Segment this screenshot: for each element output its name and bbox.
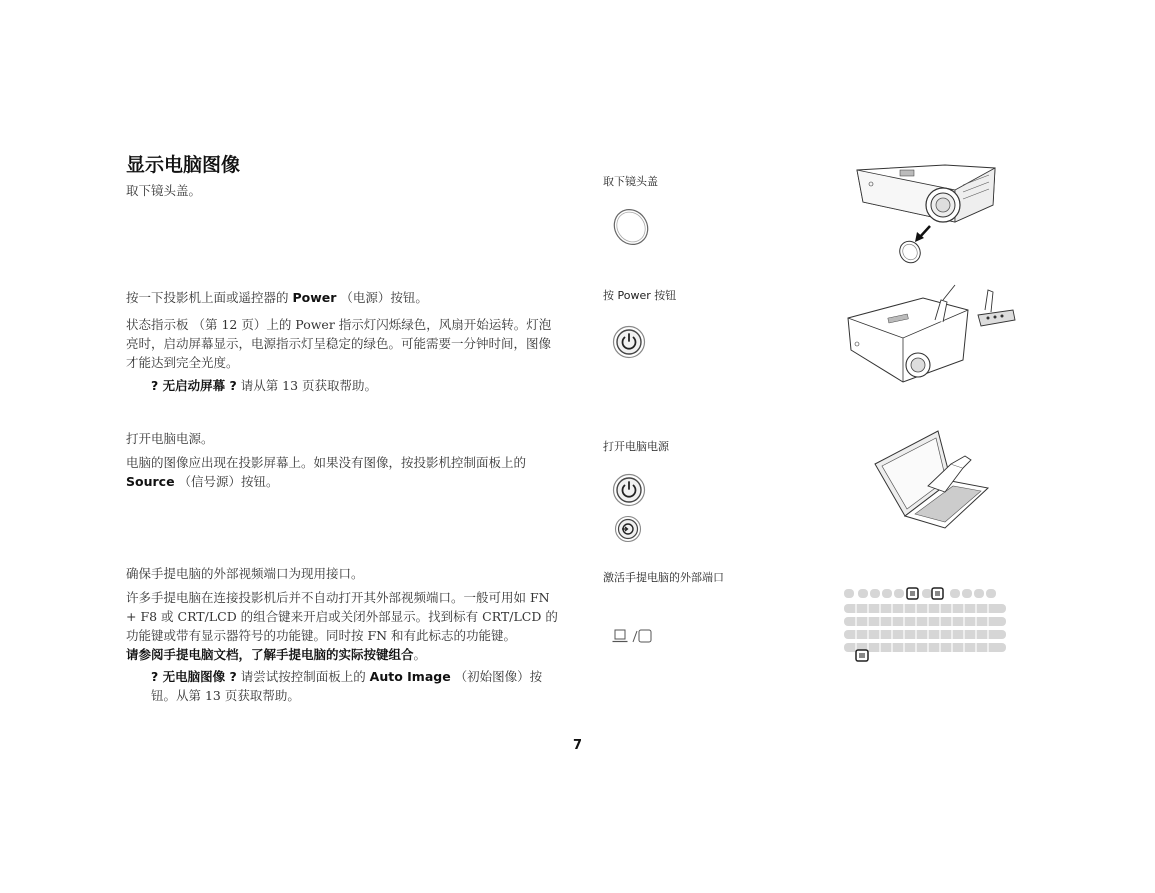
laptop-monitor-icon: [612, 628, 654, 646]
no-computer-image-tip: [151, 667, 562, 705]
keyboard-illustration: [842, 587, 1008, 663]
caption-activate-port: 激活手提电脑的外部端口: [603, 571, 724, 584]
step-activate-port: 确保手提电脑的外部视频端口为现用接口。: [126, 566, 364, 581]
laptop-docs-note-end: 。: [413, 647, 427, 662]
computer-image-pre: 电脑的图像应出现在投影屏幕上。如果没有图像，按投影机控制面板上的: [126, 455, 527, 470]
power-button-icon: [612, 473, 646, 507]
caption-power-on-computer: 打开电脑电源: [603, 440, 669, 453]
no-computer-image-mid: 请尝试按控制面板上的: [236, 669, 370, 684]
step-remove-lens-cap: 取下镜头盖。: [126, 183, 202, 198]
caption-press-power: 按 Power 按钮: [603, 289, 677, 302]
computer-image-description: [126, 453, 556, 491]
power-label: Power: [292, 290, 337, 305]
port-description: [126, 588, 562, 664]
step-press-power-post: （电源）按钮。: [336, 290, 428, 305]
no-computer-image-label: ? 无电脑图像 ?: [151, 669, 237, 684]
power-button-icon: [612, 325, 646, 359]
step-power-on-computer: 打开电脑电源。: [126, 431, 214, 446]
page-number: 7: [573, 738, 583, 753]
laptop-power-illustration: [873, 426, 991, 536]
no-startup-screen-label: ? 无启动屏幕 ?: [151, 378, 237, 393]
port-description-text: 许多手提电脑在连接投影机后并不自动打开其外部视频端口。一般可用如 FN + F8 或 CRT/LCD 的组合键来开启或关闭外部显示。找到标有 CRT/LCD 的功能键或带有显示器符号的功能键。同时按 FN 和有此标志的功能键。: [126, 590, 558, 643]
source-button-icon: [614, 515, 642, 543]
source-label: Source: [126, 474, 175, 489]
projector-lens-cap-illustration: [855, 160, 1000, 268]
no-startup-screen-help: 请从第 13 页获取帮助。: [236, 378, 378, 393]
lens-cap-icon: [611, 207, 651, 247]
caption-remove-lens-cap: 取下镜头盖: [603, 175, 658, 188]
laptop-docs-note: 请参阅手提电脑文档，了解手提电脑的实际按键组合: [126, 647, 414, 662]
step-press-power: [126, 288, 428, 307]
projector-power-illustration: [843, 280, 1028, 392]
no-startup-screen-tip: [151, 376, 377, 395]
page-title: 显示电脑图像: [126, 154, 241, 176]
computer-image-post: （信号源）按钮。: [174, 474, 279, 489]
step-press-power-pre: 按一下投影机上面或遥控器的: [126, 290, 293, 305]
no-computer-image-post: （初始图像）按钮。从第 13 页获取帮助。: [151, 669, 543, 703]
power-description: 状态指示板 （第 12 页）上的 Power 指示灯闪烁绿色，风扇开始运转。灯泡亮时，启动屏幕显示，电源指示灯呈稳定的绿色。可能需要一分钟时间，图像才能达到完全光度。: [126, 317, 552, 370]
auto-image-label: Auto Image: [369, 669, 451, 684]
